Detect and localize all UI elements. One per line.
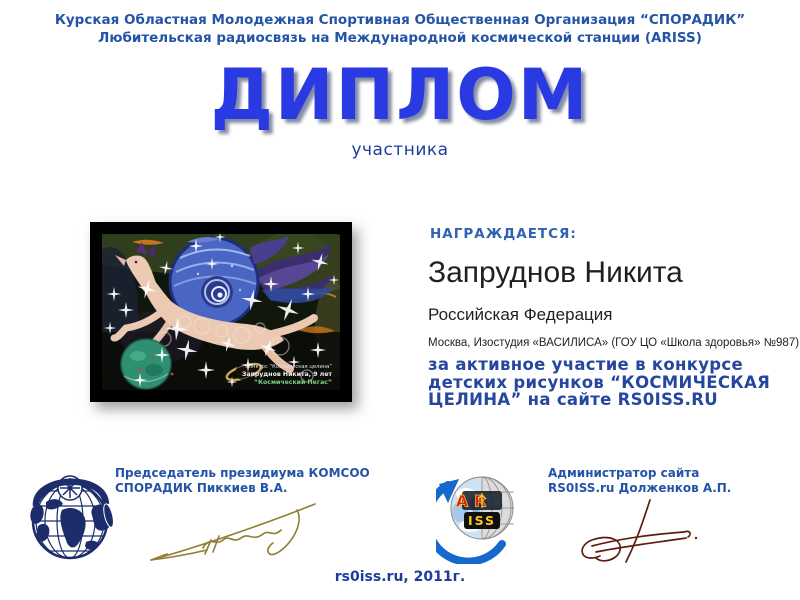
left-signatory-title <box>115 466 370 496</box>
right-signatory-person: Долженков А.П. <box>618 481 732 495</box>
right-signatory-role: Администратор сайта <box>548 466 700 480</box>
award-reason-line1: за активное участие в конкурсе <box>428 355 743 374</box>
right-signatory-site: RS0ISS.ru <box>548 481 615 495</box>
ariss-iss-letters: ISS <box>467 513 497 528</box>
right-signatory-title <box>548 466 731 496</box>
earth-planet <box>121 339 171 389</box>
recipient-name: Запруднов Никита <box>428 256 683 289</box>
organization-header <box>0 12 800 47</box>
artwork-caption-title: “Космический Пегас” <box>253 379 332 386</box>
ariss-logo-icon <box>436 458 528 568</box>
award-reason-line3: ЦЕЛИНА” на сайте RS0ISS.RU <box>428 390 718 409</box>
diploma-title: ДИПЛОМ <box>210 54 590 136</box>
left-signatory-name: СПОРАДИК Пиккиев В.А. <box>115 481 288 495</box>
artwork-caption-author: Запруднов Никита, 9 лет <box>242 371 332 378</box>
sporadik-logo-icon <box>24 458 114 568</box>
awarded-to-label: НАГРАЖДАЕТСЯ: <box>430 226 577 242</box>
left-signature <box>145 496 330 572</box>
recipient-country: Российская Федерация <box>428 305 613 324</box>
recipient-affiliation: Москва, Изостудия «ВАСИЛИСА» (ГОУ ЦО «Школа здоровья» №987) <box>428 337 800 349</box>
signature-strokes-left <box>151 504 315 560</box>
award-reason <box>428 356 770 409</box>
award-reason-line2: детских рисунков “КОСМИЧЕСКАЯ <box>428 372 771 392</box>
artwork-caption-contest: Конкурс “Космическая целина” <box>245 364 332 370</box>
artwork-image <box>102 234 340 390</box>
right-signature <box>562 494 707 578</box>
artwork-frame <box>90 222 352 402</box>
signature-strokes-right <box>582 500 697 562</box>
left-signatory-role: Председатель президиума КОМСОО <box>115 466 370 480</box>
diploma-subtitle: участника <box>351 140 449 160</box>
ariss-ar-letters: A R <box>455 491 487 511</box>
organization-name: Курская Областная Молодежная Спортивная Общественная Организация “СПОРАДИК” <box>54 12 746 28</box>
organization-subname: Любительская радиосвязь на Международной космической станции (ARISS) <box>98 29 702 46</box>
site-footer: rs0iss.ru, 2011г. <box>334 569 466 585</box>
